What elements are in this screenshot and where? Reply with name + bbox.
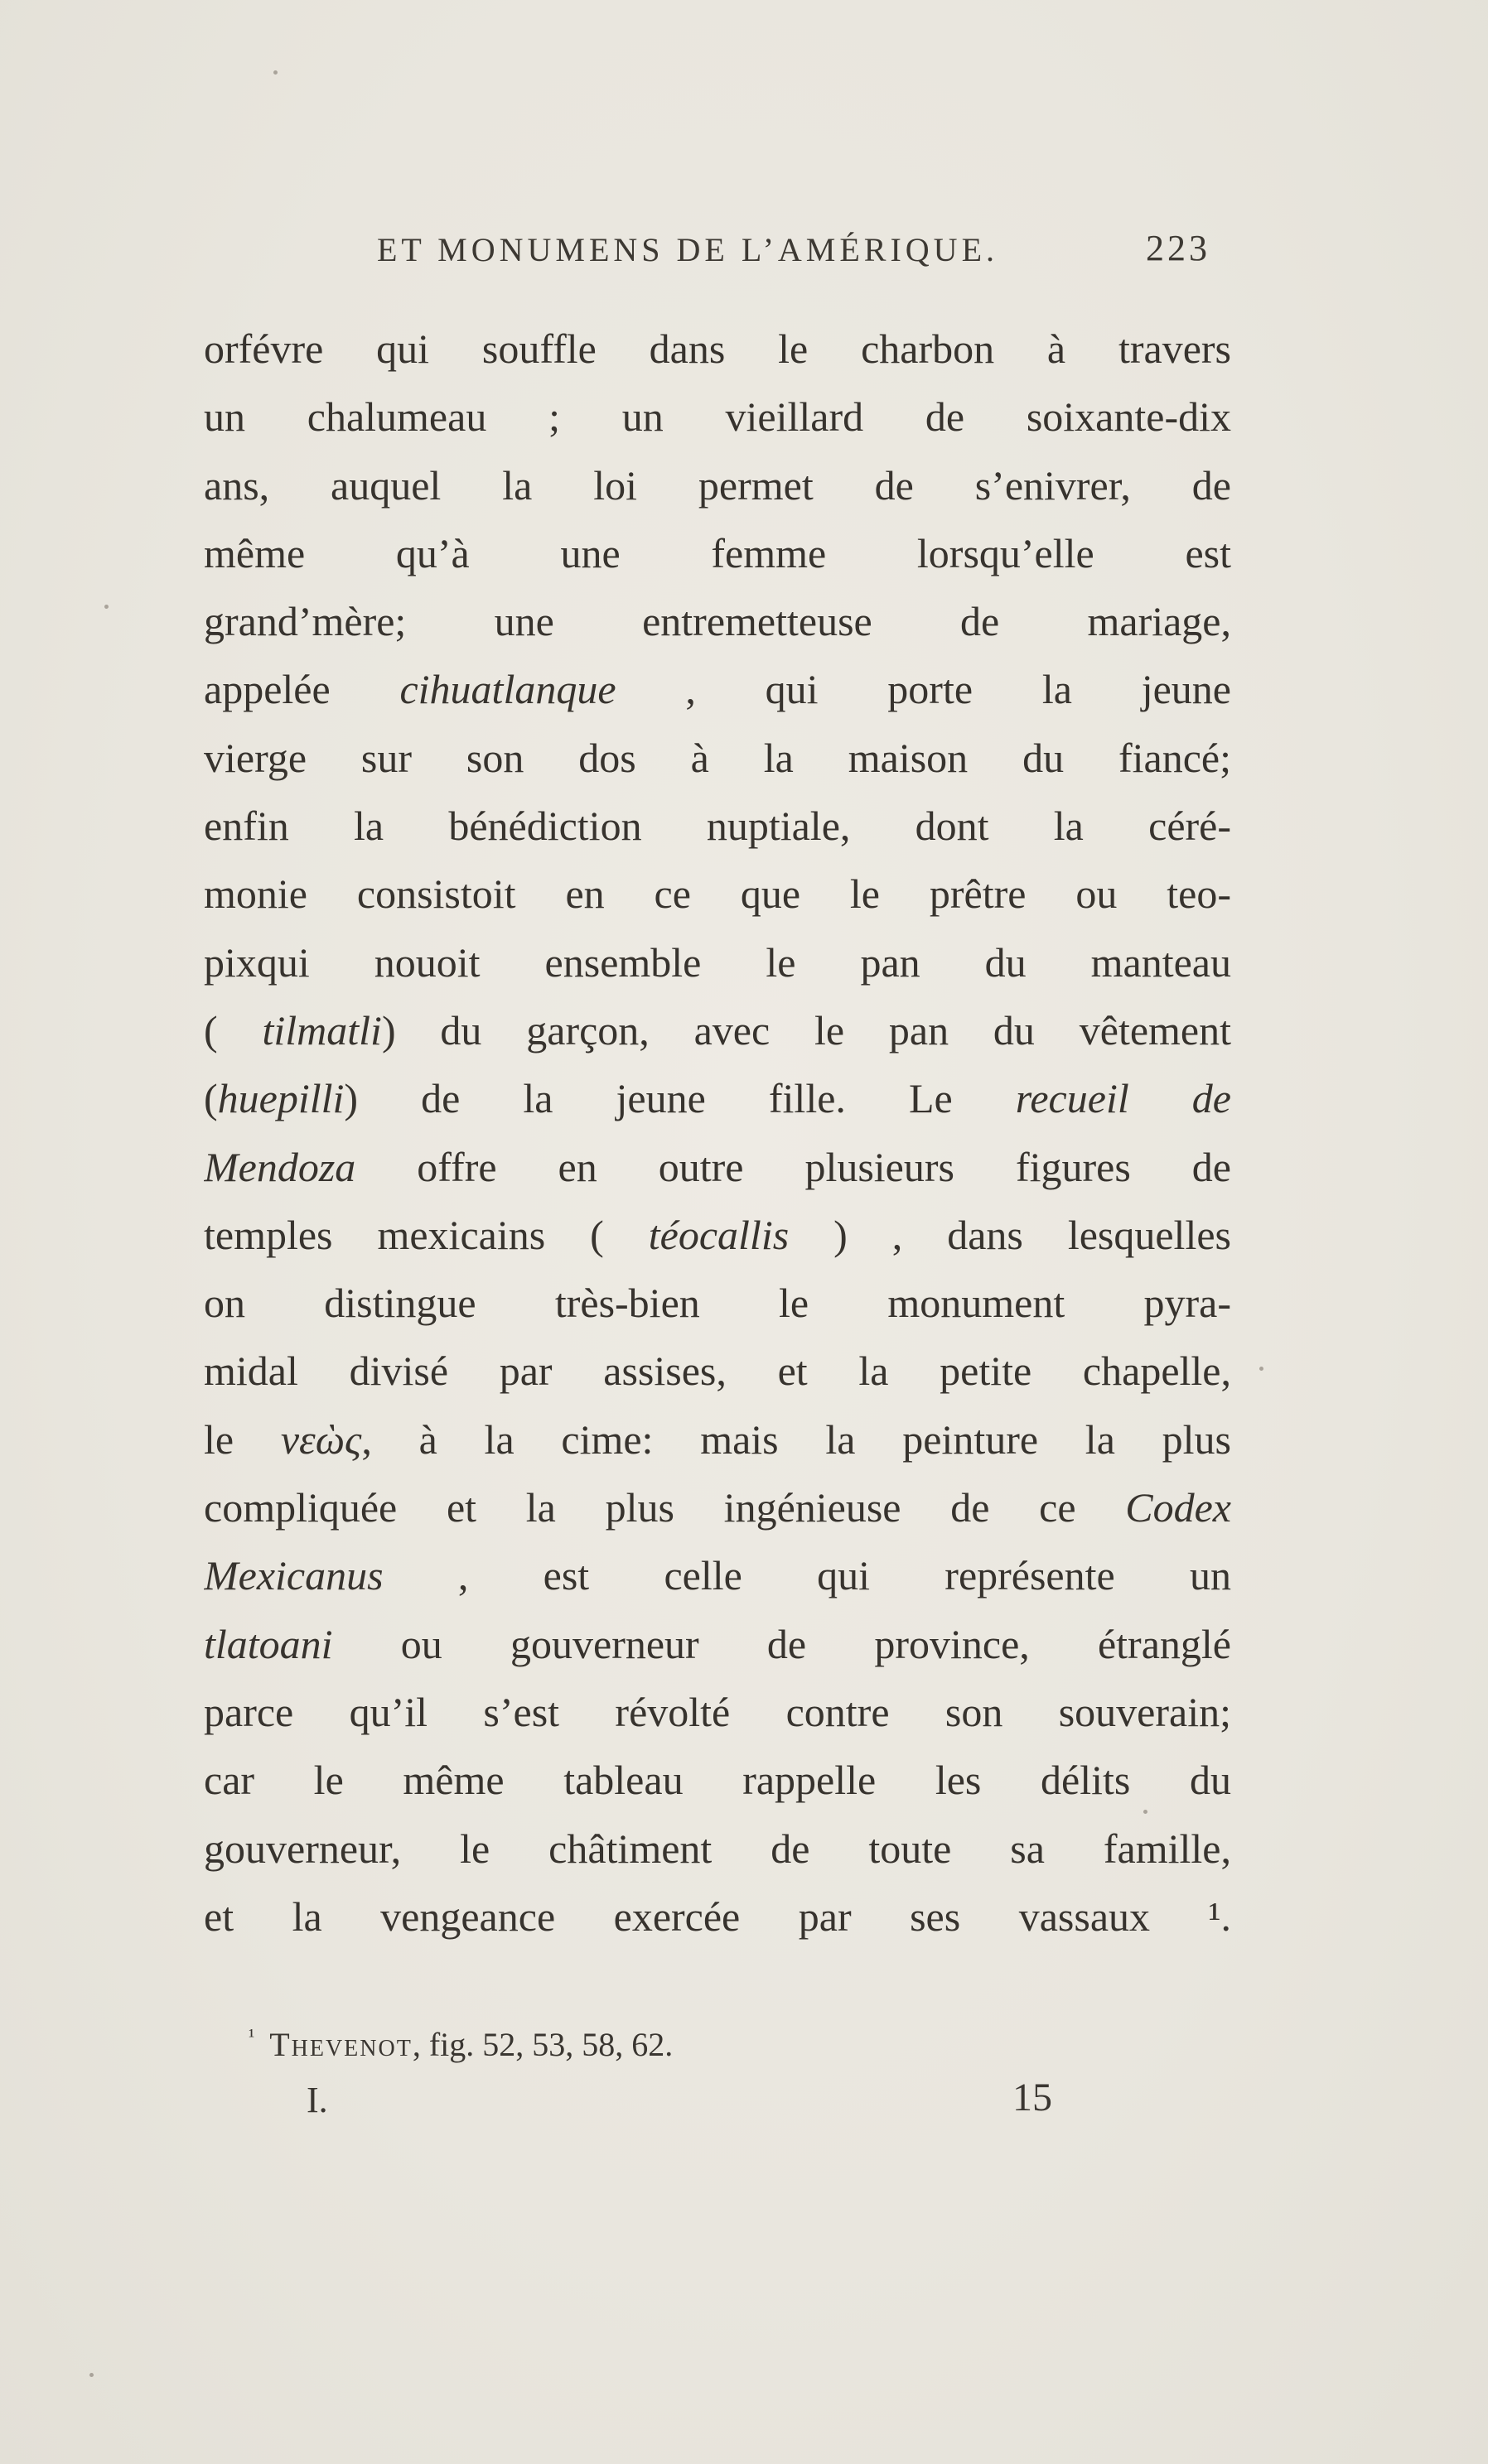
text-run: , est celle qui représente un bbox=[383, 1552, 1231, 1599]
footnote-author: Thevenot bbox=[269, 2026, 413, 2063]
text-line bbox=[204, 655, 1231, 723]
italic-text: recueil de bbox=[1015, 1075, 1231, 1122]
text-line bbox=[204, 1064, 1231, 1132]
text-line bbox=[204, 1541, 1231, 1609]
text-run: un chalumeau ; un vieillard de soixante-dix bbox=[204, 393, 1231, 441]
text-line bbox=[204, 451, 1231, 519]
footnote bbox=[249, 2025, 673, 2064]
running-head bbox=[377, 228, 1210, 280]
italic-text: cihuatlanque bbox=[399, 666, 616, 713]
text-line bbox=[204, 1133, 1231, 1201]
italic-text: Codex bbox=[1125, 1484, 1231, 1531]
text-run: grand’mère; une entremetteuse de mariage, bbox=[204, 598, 1231, 645]
text-run: ou gouverneur de province, étranglé bbox=[332, 1620, 1231, 1667]
running-head-title: ET MONUMENS DE L’AMÉRIQUE. bbox=[377, 231, 998, 268]
text-run: vierge sur son dos à la maison du fiancé; bbox=[204, 734, 1231, 781]
text-line bbox=[204, 1406, 1231, 1473]
text-line bbox=[204, 860, 1231, 928]
text-run: ans, auquel la loi permet de s’enivrer, de bbox=[204, 461, 1231, 509]
text-line bbox=[204, 1201, 1231, 1269]
text-run: pixqui nouoit ensemble le pan du manteau bbox=[204, 938, 1231, 986]
text-run: parce qu’il s’est révolté contre son souverain; bbox=[204, 1688, 1231, 1735]
text-run: gouverneur, le châtiment de toute sa famille, bbox=[204, 1825, 1231, 1872]
paper-speck bbox=[1143, 1810, 1147, 1814]
text-run: et la vengeance exercée par ses vassaux ¹. bbox=[204, 1893, 1231, 1940]
italic-text: téocallis bbox=[648, 1211, 790, 1258]
paper-speck bbox=[104, 605, 109, 609]
paper-speck bbox=[89, 2373, 94, 2377]
text-line bbox=[204, 587, 1231, 655]
text-line bbox=[204, 1746, 1231, 1814]
page-number: 223 bbox=[1146, 228, 1210, 268]
text-line bbox=[204, 1269, 1231, 1337]
paper-speck bbox=[1259, 1367, 1263, 1371]
text-line bbox=[204, 1473, 1231, 1541]
text-line bbox=[204, 1883, 1231, 1950]
text-run: ) du garçon, avec le pan du vêtement bbox=[381, 1006, 1231, 1054]
text-run: ) de la jeune fille. Le bbox=[344, 1075, 1016, 1122]
footnote-text: , fig. 52, 53, 58, 62. bbox=[412, 2026, 674, 2063]
text-run: offre en outre plusieurs figures de bbox=[355, 1143, 1231, 1190]
italic-text: tilmatli bbox=[262, 1006, 382, 1054]
italic-text: Mexicanus bbox=[204, 1552, 384, 1599]
text-line bbox=[204, 928, 1231, 996]
text-run: temples mexicains ( bbox=[204, 1211, 649, 1258]
body-text bbox=[204, 315, 1231, 1950]
text-run: , qui porte la jeune bbox=[616, 666, 1231, 713]
text-run: midal divisé par assises, et la petite chapelle, bbox=[204, 1348, 1231, 1395]
text-run: car le même tableau rappelle les délits du bbox=[204, 1757, 1231, 1804]
signature-number: 15 bbox=[1012, 2076, 1052, 2119]
text-run: le bbox=[204, 1415, 281, 1463]
text-run: enfin la bénédiction nuptiale, dont la céré- bbox=[204, 803, 1231, 850]
paper-speck bbox=[273, 70, 278, 75]
text-line bbox=[204, 1815, 1231, 1883]
text-line bbox=[204, 1678, 1231, 1746]
text-line bbox=[204, 1337, 1231, 1405]
text-run: orfévre qui souffle dans le charbon à travers bbox=[204, 325, 1231, 372]
italic-text: νεὼς bbox=[280, 1415, 362, 1463]
text-run: ) , dans lesquelles bbox=[789, 1211, 1231, 1258]
text-run: monie consistoit en ce que le prêtre ou teo- bbox=[204, 870, 1231, 918]
text-run: , à la cime: mais la peinture la plus bbox=[361, 1415, 1231, 1463]
text-run: ( bbox=[204, 1075, 218, 1122]
text-run: compliquée et la plus ingénieuse de ce bbox=[204, 1484, 1126, 1531]
text-line bbox=[204, 383, 1231, 451]
text-line bbox=[204, 1610, 1231, 1678]
footnote-mark: ¹ bbox=[249, 2026, 255, 2047]
text-line bbox=[204, 519, 1231, 587]
text-run: même qu’à une femme lorsqu’elle est bbox=[204, 529, 1231, 576]
signature-volume: I. bbox=[307, 2080, 328, 2120]
text-line bbox=[204, 315, 1231, 383]
text-run: appelée bbox=[204, 666, 400, 713]
text-line bbox=[204, 792, 1231, 860]
text-run: ( bbox=[204, 1006, 263, 1054]
text-line bbox=[204, 724, 1231, 792]
italic-text: Mendoza bbox=[204, 1143, 356, 1190]
text-line bbox=[204, 996, 1231, 1064]
text-run: on distingue très-bien le monument pyra- bbox=[204, 1280, 1231, 1327]
italic-text: tlatoani bbox=[204, 1620, 333, 1667]
italic-text: huepilli bbox=[217, 1075, 345, 1122]
